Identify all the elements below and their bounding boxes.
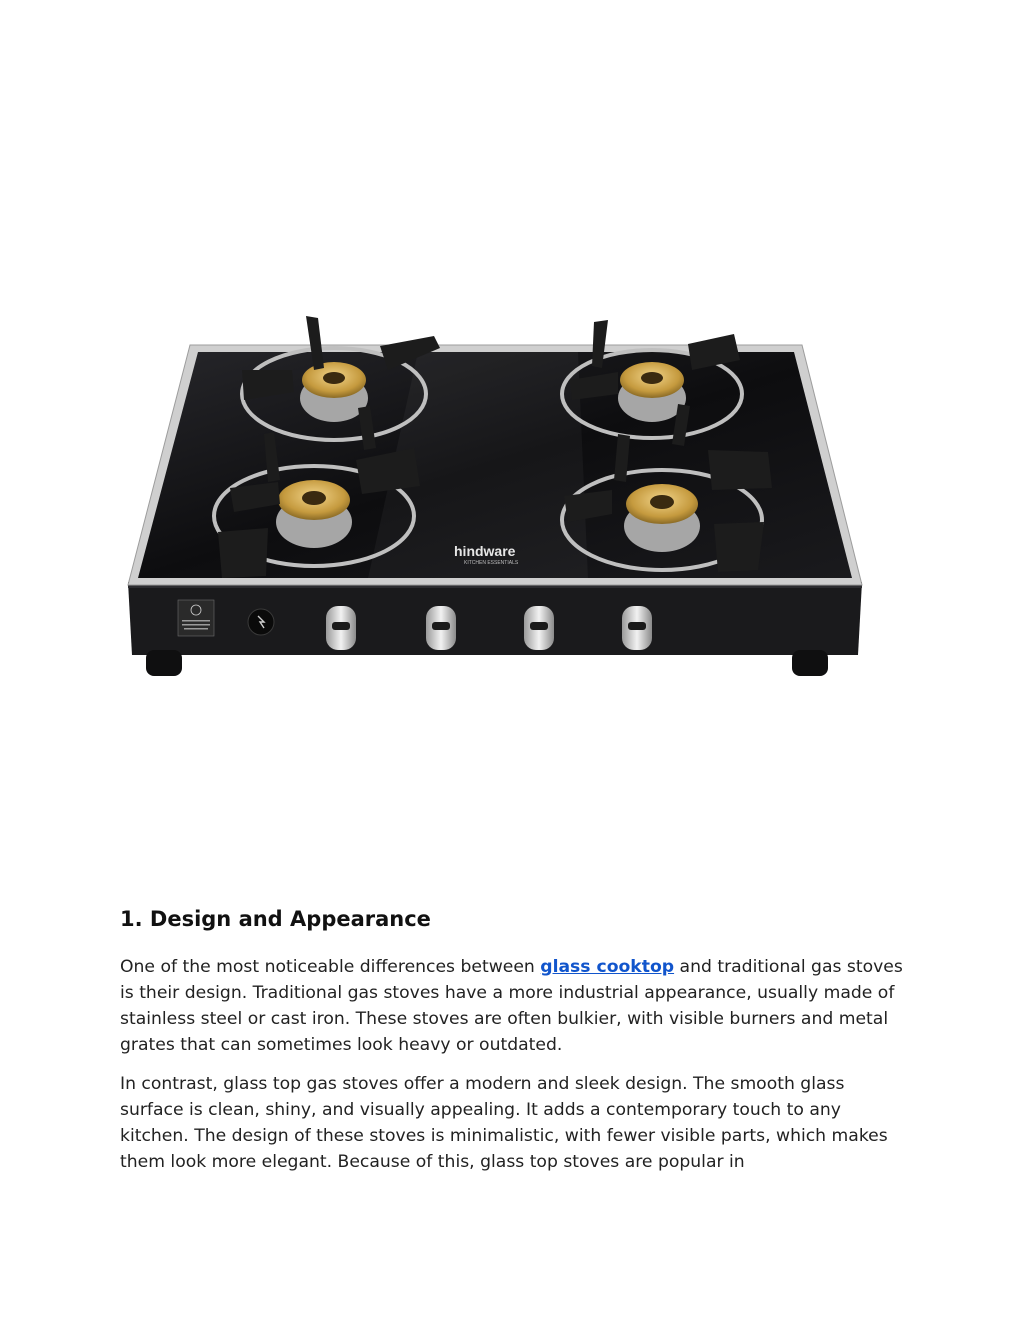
article-section bbox=[120, 904, 910, 1188]
control-knob-2 bbox=[426, 606, 456, 650]
paragraph-1-rest: and traditional gas stoves is their design. Traditional gas stoves have a more industrial appearance, usually made of stainless steel or cast iron. These stoves are often bulkier, with visible burners and metal grates that can sometimes look heavy or outdated. bbox=[120, 957, 903, 1055]
brand-logo: hindware bbox=[454, 543, 516, 559]
brand-sub: KITCHEN ESSENTIALS bbox=[464, 560, 519, 566]
gas-stove-image bbox=[118, 310, 872, 690]
control-knob-4 bbox=[622, 606, 652, 650]
control-knob-3 bbox=[524, 606, 554, 650]
stove-body bbox=[128, 582, 862, 655]
certification-label bbox=[178, 600, 214, 636]
paragraph-1 bbox=[120, 954, 910, 1058]
control-knob-1 bbox=[326, 606, 356, 650]
glass-cooktop-link[interactable]: glass cooktop bbox=[540, 957, 675, 977]
ignition-button-icon bbox=[248, 609, 274, 635]
paragraph-1-intro: One of the most noticeable differences between bbox=[120, 957, 541, 977]
section-heading: 1. Design and Appearance bbox=[120, 907, 431, 931]
paragraph-2: In contrast, glass top gas stoves offer a modern and sleek design. The smooth glass surface is clean, shiny, and visually appealing. It adds a contemporary touch to any kitchen. The design of these stoves is minimalistic, with fewer visible parts, which makes them look more elegant. Because of this, glass top stoves are popular in bbox=[120, 1074, 888, 1172]
